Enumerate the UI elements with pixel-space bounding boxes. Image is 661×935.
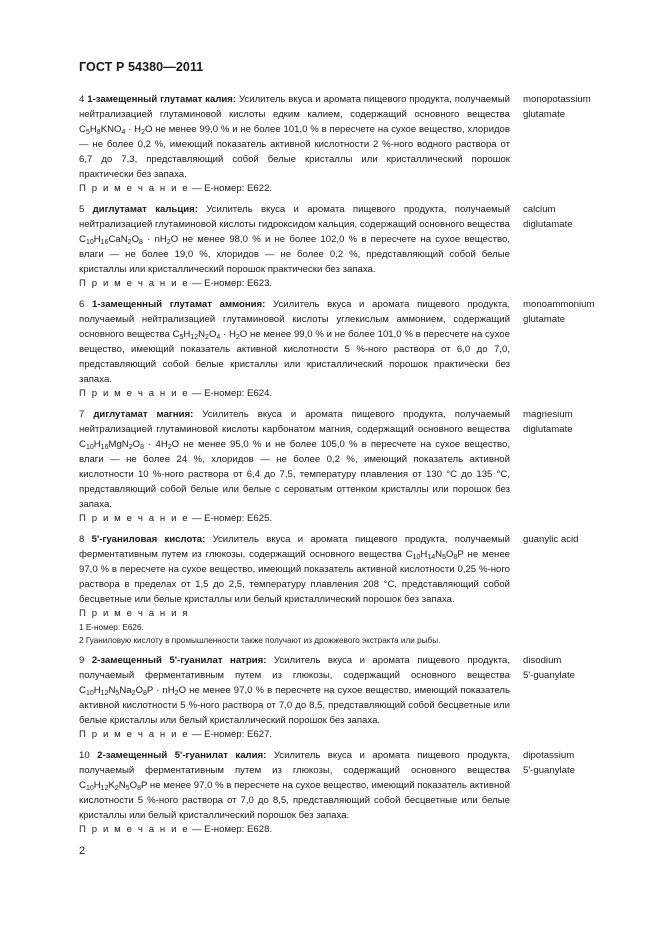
formula-part: O [239,329,248,340]
entry-note [79,512,510,526]
formula-part: H [89,124,97,135]
english-term [510,407,641,526]
definition-text: Усилитель вкуса и аромата пищевого продукта, получаемый ферментативным путем из глюкозы, содержащий основного вещества [79,534,510,560]
formula-subscript: 4 [216,334,221,341]
formula-subscript: 10 [412,554,421,561]
formula-part: O [445,549,454,560]
formula-part: KNO [100,124,122,135]
formula-subscript: 2 [114,785,119,792]
formula-part: P [457,549,464,560]
formula-part: · H [125,124,142,135]
term-definition [79,202,510,291]
definition-text: не менее 97,0 % в пересчете на сухое вещество, имеющий показатель активной кислотности 0,25 %-ного раствора в пределах от 1,5 до 2,5, температуру плавления 208 °С, представляющий собой бесцветные или белые кристаллы или белый кристаллический порошок без запаха. [79,549,510,605]
definition-text: не менее 99,0 % и не более 101,0 % в пересчете на сухое вещество, имеющий показатель активной кислотности 5 %-ного раствора от 6,0 до 7,0, представляющий собой белые кристаллы или кристаллический порошок практически без запаха. [79,329,510,385]
entry-note [79,823,510,837]
english-term-line: dipotassium [523,750,575,761]
definition-paragraph [79,92,510,182]
english-term-line: glutamate [523,109,566,120]
term-number: 10 [79,750,90,761]
definition-text: Усилитель вкуса и аромата пищевого продукта, получаемый ферментативным путем из глюкозы, содержащий основного вещества [79,750,510,776]
english-term-line: 5'-guanylate [523,765,575,776]
formula-subscript: 2 [205,334,209,341]
formula-subscript: 5 [179,334,184,341]
term-title: 5'-гуаниловая кислота: [91,534,206,545]
chemical-formula [173,329,248,340]
formula-subscript: 12 [100,690,109,697]
term-title: диглутамат магния: [93,409,194,420]
note-text: — Е-номер: Е628. [189,824,273,835]
definition-text: не менее 99,0 % и не более 101,0 % в пересчете на сухое вещество, хлоридов — не более 0,2 %, имеющий показатель активной кислотности 2 %-ного водного раствора от 6,7 до 7,3, представляющий собой белые кристаллы или кристаллический порошок практически без запаха. [79,124,510,180]
chemical-formula [79,439,179,450]
formula-part: H [93,685,101,696]
term-entry [79,653,641,742]
formula-part: O [135,685,143,696]
formula-part: C [405,549,413,560]
note-text: — Е-номер: Е624. [189,388,273,399]
english-term-line: glutamate [523,314,566,325]
formula-part: CaN [108,234,128,245]
term-title: 1-замещенный глутамат калия: [87,94,237,105]
term-definition [79,532,510,647]
formula-part: Na [119,685,132,696]
formula-part: O [132,439,141,450]
term-number: 6 [79,299,85,310]
term-entry [79,532,641,647]
english-term-line: 5'-guanylate [523,670,575,681]
definition-paragraph [79,532,510,607]
formula-part: H [420,549,428,560]
formula-part: · H [220,329,236,340]
term-entry [79,297,641,401]
note-label: П р и м е ч а н и е [79,513,190,524]
english-term [510,92,641,196]
formula-subscript: 10 [85,239,94,246]
formula-part: MgN [108,439,129,450]
formula-subscript: 5 [115,690,120,697]
term-entry [79,92,641,196]
note-text: — Е-номер: Е625. [189,513,273,524]
formula-subscript: 8 [96,129,101,136]
english-term-line: monopotassium [523,94,591,105]
english-term [510,653,641,742]
formula-part: K [108,780,115,791]
formula-subscript: 2 [174,690,179,697]
note-label: П р и м е ч а н и е [79,388,190,399]
term-title: диглутамат кальция: [92,204,198,215]
english-term-line: calcium [523,204,556,215]
term-number: 5 [79,204,85,215]
formula-part: N [108,685,116,696]
english-term [510,748,641,837]
formula-part: O [170,234,179,245]
formula-subscript: 10 [85,785,94,792]
english-term-line: disodium [523,655,562,666]
entry-note-item: 2 Гуаниловую кислоту в промышленности также получают из дрожжевого экстракта или рыбы. [79,636,441,645]
formula-subscript: 2 [141,129,146,136]
note-label: П р и м е ч а н и е [79,278,190,289]
formula-subscript: 5 [85,129,90,136]
formula-subscript: 2 [166,239,171,246]
term-entry [79,748,641,837]
formula-part: C [79,780,86,791]
english-term-line: magnesium [523,409,573,420]
definition-text: не менее 97,0 % в пересчете на сухое вещество, имеющий показатель активной кислотности 5 %-ного раствора от 7,0 до 8,5, представляющий собой бесцветные или белые кристаллы или белый кристаллический порошок без запаха. [79,685,510,726]
term-entry [79,202,641,291]
term-entry [79,407,641,526]
note-label: П р и м е ч а н и е [79,729,190,740]
term-number: 8 [79,534,85,545]
entry-note [79,277,510,291]
formula-subscript: 5 [442,554,446,561]
term-title: 1-замещенный глутамат аммония: [92,299,266,310]
formula-part: H [93,234,101,245]
formula-subscript: 2 [235,334,240,341]
formula-subscript: 16 [100,239,109,246]
english-term-line: diglutamate [523,424,573,435]
formula-subscript: 8 [139,239,143,246]
note-text: — Е-номер: Е627. [189,729,273,740]
formula-part: · nH [142,234,167,245]
chemical-formula [79,685,186,696]
formula-subscript: 14 [427,554,436,561]
formula-part: O [129,780,138,791]
definition-paragraph [79,202,510,277]
formula-subscript: 2 [127,239,132,246]
document-header: ГОСТ Р 54380—2011 [79,60,204,74]
formula-subscript: 2 [128,444,133,451]
definition-text: не менее 97,0 % в пересчете на сухое вещество, имеющий показатель активной кислотности 5 %-ного раствора от 7,0 до 8,5, представляющий собой бесцветные или белые кристаллы или белый кристаллический порошок без запаха. [79,780,510,821]
formula-part: O [171,439,180,450]
page-number: 2 [79,845,86,857]
formula-part: N [118,780,126,791]
formula-part: O [208,329,217,340]
formula-part: C [79,124,86,135]
definition-text: не менее 98,0 % и не более 102,0 % в пересчете на сухое вещество, влаги — не более 19,0 %, хлоридов — не более 0,2 %, представляющий собой белые кристаллы или кристаллический порошок практически без запаха. [79,234,511,275]
formula-subscript: 5 [125,785,130,792]
notes-label: П р и м е ч а н и я [79,608,190,619]
entry-note [79,387,510,401]
definition-text: Усилитель вкуса и аромата пищевого продукта, получаемый нейтрализацией глутаминовой кислоты карбонатом магния, содержащий основного вещества [79,409,511,435]
definition-text: не менее 95,0 % и не более 105,0 % в пересчете на сухое вещество, влаги — не более 24 %, хлоридов — не более 0,2 %, имеющий показатель активной кислотности 10 %-ного раствора от 6,4 до 7,5, температуру плавления от 130 °С до 135 °С, представляющий собой белые или белые с сероватым оттенком кристаллы или порошок без запаха. [79,439,510,510]
formula-part: O [131,234,140,245]
english-term-line: guanylic acid [523,534,579,545]
note-text: — Е-номер: Е622. [189,183,273,194]
formula-part: O [178,685,187,696]
definition-paragraph [79,407,510,512]
formula-subscript: 16 [100,444,109,451]
formula-part: P · nH [146,685,175,696]
formula-part: H [93,780,101,791]
formula-subscript: 8 [137,785,141,792]
formula-part: C [79,234,86,245]
formula-part: N [198,329,206,340]
formula-part: C [79,439,86,450]
term-list [79,92,641,843]
chemical-formula [79,780,147,791]
note-text: — Е-номер: Е623. [189,278,273,289]
formula-part: P [141,780,148,791]
definition-text: Усилитель вкуса и аромата пищевого продукта, получаемый нейтрализацией глутаминовой кислоты углекислым аммонием, содержащий основного вещества [79,299,510,340]
english-term [510,297,641,401]
chemical-formula [406,549,464,560]
formula-part: H [93,439,101,450]
english-term-line: diglutamate [523,219,573,230]
formula-subscript: 8 [142,690,147,697]
formula-part: C [79,685,86,696]
chemical-formula [79,234,178,245]
english-term-line: monoammonium [523,299,595,310]
note-label: П р и м е ч а н и е [79,183,190,194]
entry-note-item: 1 Е-номер: Е626. [79,623,144,632]
term-title: 2-замещенный 5'-гуанилат калия: [97,750,267,761]
definition-text: Усилитель вкуса и аромата пищевого продукта, получаемый нейтрализацией глутаминовой кислоты едким калием, содержащий основного вещества [79,94,510,120]
formula-subscript: 12 [190,334,199,341]
term-definition [79,92,510,196]
formula-subscript: 8 [453,554,458,561]
note-label: П р и м е ч а н и е [79,824,190,835]
formula-subscript: 12 [100,785,109,792]
term-definition [79,653,510,742]
english-term [510,202,641,291]
definition-paragraph [79,748,510,823]
formula-part: O [145,124,153,135]
formula-part: N [435,549,443,560]
formula-subscript: 10 [85,690,94,697]
term-number: 4 [79,94,85,105]
entry-notes-label [79,607,510,621]
entry-note [79,182,510,196]
formula-part: H [183,329,191,340]
formula-part: C [172,329,180,340]
term-definition [79,297,510,401]
formula-subscript: 4 [121,129,126,136]
definition-paragraph [79,653,510,728]
english-term [510,532,641,647]
definition-text: Усилитель вкуса и аромата пищевого продукта, получаемый нейтрализацией глутаминовой кислоты гидроксидом кальция, содержащий основного вещества [79,204,511,230]
term-number: 7 [79,409,85,420]
term-definition [79,748,510,837]
term-title: 2-замещенный 5'-гуанилат натрия: [91,655,267,666]
definition-text: Усилитель вкуса и аромата пищевого продукта, получаемый ферментативным путем из глюкозы, содержащий основного вещества [79,655,511,681]
formula-subscript: 10 [85,444,94,451]
term-definition [79,407,510,526]
formula-subscript: 8 [140,444,145,451]
definition-paragraph [79,297,510,387]
formula-subscript: 2 [131,690,136,697]
entry-note [79,728,510,742]
formula-subscript: 2 [167,444,172,451]
term-number: 9 [79,655,85,666]
chemical-formula [79,124,152,135]
formula-part: · 4H [144,439,168,450]
